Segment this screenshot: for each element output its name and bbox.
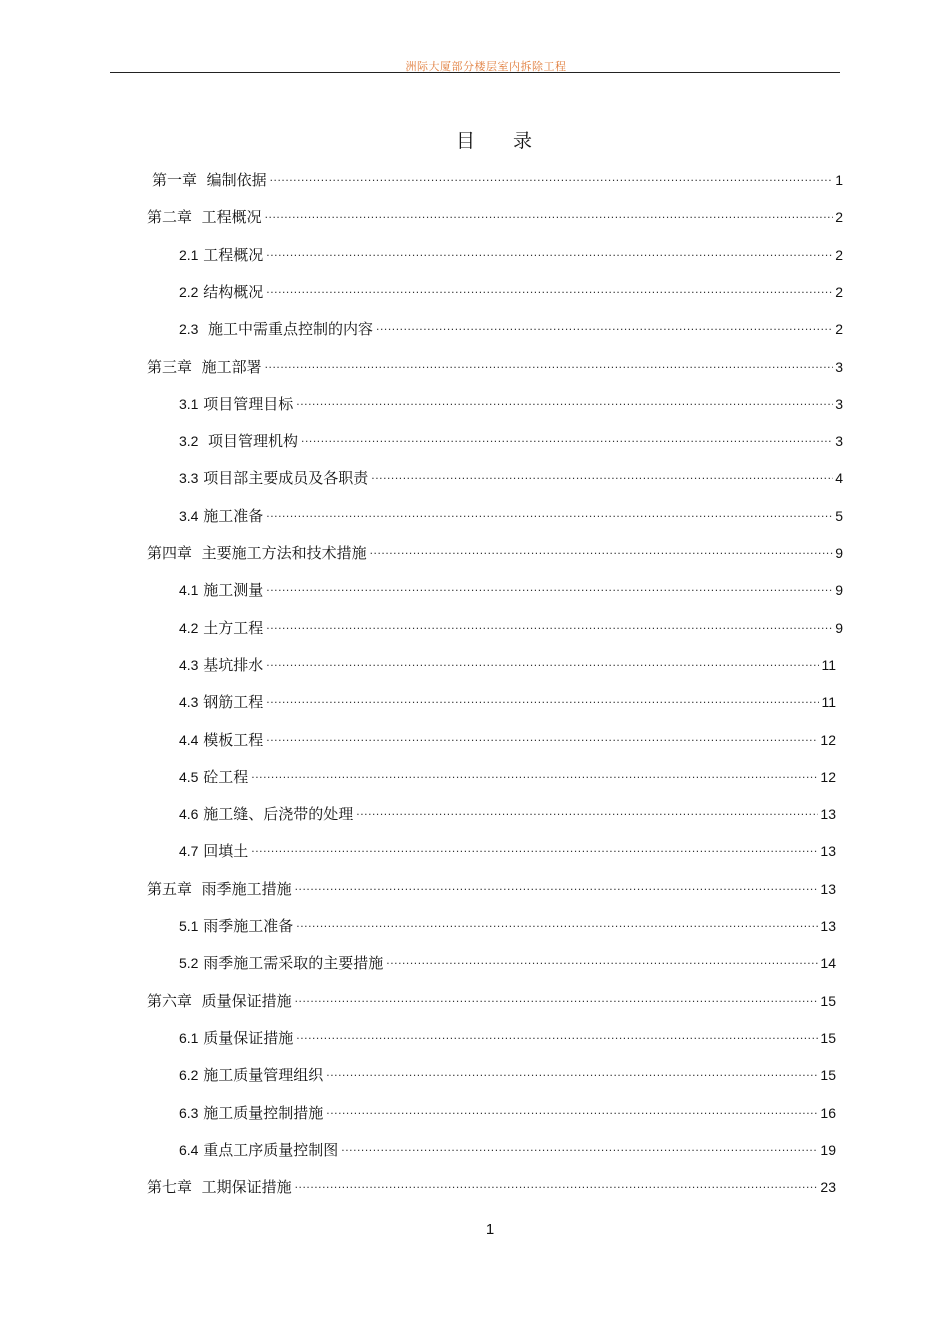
toc-entry-number: 4.6 (179, 806, 199, 823)
toc-entry-page: 13 (820, 880, 836, 897)
toc-section-entry[interactable] (179, 280, 843, 302)
toc-entry-number: 5.2 (179, 955, 199, 972)
toc-title-left: 目 (455, 130, 477, 152)
toc-dot-leader (266, 242, 833, 262)
toc-entry-page: 19 (820, 1141, 836, 1158)
toc-entry-number: 6.3 (179, 1104, 199, 1121)
toc-entry-label (147, 357, 262, 377)
toc-chapter-entry[interactable] (147, 1175, 836, 1197)
toc-entry-title: 重点工序质量控制图 (203, 1140, 339, 1159)
toc-entry-number: 4.5 (179, 768, 199, 785)
toc-chapter-entry[interactable] (147, 877, 836, 899)
toc-dot-leader (295, 876, 819, 896)
toc-dot-leader (326, 1100, 818, 1120)
toc-entry-page: 15 (820, 992, 836, 1009)
toc-entry-title: 施工测量 (203, 581, 264, 600)
toc-section-entry[interactable] (179, 392, 843, 414)
toc-entry-page: 12 (820, 731, 836, 748)
toc-entry-label (179, 692, 263, 712)
toc-entry-title: 模板工程 (203, 730, 264, 749)
toc-entry-label (179, 282, 263, 302)
toc-section-entry[interactable] (179, 653, 836, 675)
toc-dot-leader (266, 503, 833, 523)
toc-entry-number: 2.1 (179, 246, 199, 263)
toc-entry-page: 13 (820, 918, 836, 934)
toc-entry-number: 第四章 (147, 544, 193, 562)
toc-entry-page: 9 (835, 545, 843, 561)
toc-entry-page: 9 (835, 582, 843, 599)
toc-dot-leader (301, 428, 833, 448)
toc-entry-number: 第五章 (147, 879, 193, 898)
toc-dot-leader (270, 167, 834, 187)
toc-entry-title: 钢筋工程 (203, 693, 264, 712)
toc-entry-number: 3.3 (179, 470, 199, 487)
toc-entry-title: 基坑排水 (203, 655, 264, 674)
toc-section-entry[interactable] (179, 802, 836, 824)
toc-entry-number: 4.7 (179, 843, 199, 860)
toc-dot-leader (251, 764, 818, 784)
toc-entry-title: 施工部署 (201, 357, 262, 376)
toc-entry-label (147, 1177, 292, 1197)
toc-entry-title: 砼工程 (203, 767, 249, 786)
toc-entry-page: 1 (835, 172, 843, 188)
toc-entry-page: 4 (835, 470, 843, 487)
toc-entry-page: 12 (820, 768, 836, 785)
toc-entry-number: 6.1 (179, 1029, 199, 1046)
toc-entry-page: 14 (820, 955, 836, 972)
toc-entry-label (147, 207, 262, 227)
toc-entry-title: 雨季施工措施 (201, 879, 292, 898)
toc-entry-page: 15 (820, 1029, 836, 1046)
header-rule (110, 72, 840, 73)
toc-entry-title: 回填土 (203, 842, 249, 861)
toc-section-entry[interactable] (179, 1101, 836, 1123)
toc-entry-page: 2 (835, 283, 843, 300)
toc-dot-leader (265, 204, 834, 224)
toc-dot-leader (341, 1137, 818, 1157)
toc-entry-page: 13 (820, 806, 836, 823)
toc-entry-label (179, 431, 298, 451)
toc-entry-label (179, 1140, 338, 1160)
toc-section-entry[interactable] (179, 1026, 836, 1048)
toc-entry-page: 5 (835, 507, 843, 524)
toc-entry-page: 15 (820, 1067, 836, 1084)
toc-entry-number: 4.4 (179, 731, 199, 748)
toc-entry-label (179, 580, 263, 600)
toc-chapter-entry[interactable] (147, 205, 843, 227)
toc-entry-label (179, 916, 293, 936)
toc-entry-number: 4.1 (179, 582, 199, 599)
toc-entry-title: 工期保证措施 (201, 1178, 292, 1197)
page-number: 1 (485, 1221, 495, 1238)
toc-section-entry[interactable] (179, 914, 836, 936)
toc-entry-label (179, 1065, 323, 1085)
toc-dot-leader (295, 1174, 819, 1194)
toc-entry-number: 3.4 (179, 507, 199, 524)
toc-dot-leader (370, 540, 834, 560)
toc-entry-page: 13 (820, 843, 836, 860)
toc-section-entry[interactable] (179, 243, 843, 265)
toc-section-entry[interactable] (179, 466, 843, 488)
toc-entry-label (179, 468, 368, 488)
toc-chapter-entry[interactable] (152, 168, 843, 190)
toc-entry-label (179, 245, 263, 265)
toc-title-right: 录 (513, 130, 535, 152)
toc-dot-leader (265, 354, 834, 374)
toc-entry-page: 11 (821, 694, 836, 711)
toc-dot-leader (266, 615, 833, 635)
toc-section-entry[interactable] (179, 839, 836, 861)
toc-chapter-entry[interactable] (147, 541, 843, 563)
toc-entry-label (179, 804, 353, 824)
toc-entry-page: 23 (820, 1179, 836, 1196)
toc-entry-number: 2.3 (179, 321, 199, 338)
toc-entry-label (147, 543, 367, 563)
toc-section-entry[interactable] (179, 504, 843, 526)
toc-entry-label (152, 170, 267, 190)
toc-entry-label (179, 655, 263, 675)
toc-entry-label (179, 730, 263, 750)
toc-entry-title: 结构概况 (203, 282, 264, 301)
toc-entry-page: 9 (835, 619, 843, 636)
toc-entry-title: 项目部主要成员及各职责 (203, 469, 369, 488)
toc-entry-title: 雨季施工需采取的主要措施 (203, 954, 384, 973)
toc-entry-title: 质量保证措施 (203, 1028, 294, 1047)
toc-dot-leader (356, 801, 818, 821)
toc-section-entry[interactable] (179, 616, 843, 638)
toc-dot-leader (376, 316, 833, 336)
toc-entry-page: 3 (835, 433, 843, 450)
toc-entry-number: 4.3 (179, 656, 199, 673)
toc-entry-number: 第一章 (152, 171, 198, 189)
toc-entry-title: 土方工程 (203, 618, 264, 637)
toc-entry-number: 第七章 (147, 1178, 193, 1197)
toc-section-entry[interactable] (179, 690, 836, 712)
toc-entry-title: 雨季施工准备 (203, 917, 294, 935)
toc-dot-leader (295, 988, 819, 1008)
toc-entry-title: 施工准备 (203, 506, 264, 525)
toc-dot-leader (296, 391, 833, 411)
toc-dot-leader (266, 577, 833, 597)
toc-entry-title: 编制依据 (206, 171, 267, 189)
toc-entry-title: 施工质量管理组织 (203, 1066, 324, 1085)
toc-entry-number: 第六章 (147, 991, 193, 1010)
toc-dot-leader (266, 652, 819, 672)
toc-entry-title: 项目管理目标 (203, 394, 294, 413)
toc-entry-title: 工程概况 (201, 208, 262, 227)
toc-entry-page: 2 (835, 246, 843, 263)
toc-entry-label (179, 841, 248, 861)
toc-entry-title: 施工缝、后浇带的处理 (203, 805, 354, 824)
toc-entry-label (179, 1103, 323, 1123)
toc-entry-title: 施工中需重点控制的内容 (208, 320, 374, 339)
toc-entry-number: 6.4 (179, 1141, 199, 1158)
toc-section-entry[interactable] (179, 728, 836, 750)
toc-entry-label (179, 506, 263, 526)
toc-section-entry[interactable] (179, 1063, 836, 1085)
toc-entry-title: 质量保证措施 (201, 991, 292, 1010)
toc-section-entry[interactable] (179, 317, 843, 339)
toc-entry-label (179, 618, 263, 638)
toc-dot-leader (251, 838, 818, 858)
toc-entry-number: 3.1 (179, 395, 199, 412)
toc-entry-label (147, 991, 292, 1011)
toc-entry-label (147, 879, 292, 899)
toc-entry-label (179, 953, 383, 973)
toc-entry-number: 第二章 (147, 208, 193, 227)
toc-dot-leader (386, 950, 818, 970)
toc-section-entry[interactable] (179, 578, 843, 600)
toc-entry-label (179, 1028, 293, 1048)
toc-section-entry[interactable] (179, 765, 836, 787)
toc-section-entry[interactable] (179, 951, 836, 973)
toc-entry-page: 3 (835, 395, 843, 412)
toc-entry-label (179, 767, 248, 787)
toc-chapter-entry[interactable] (147, 989, 836, 1011)
toc-entry-page: 2 (835, 321, 843, 338)
toc-entry-title: 施工质量控制措施 (203, 1103, 324, 1122)
toc-chapter-entry[interactable] (147, 355, 843, 377)
toc-entry-page: 3 (835, 358, 843, 375)
toc-entry-label (179, 319, 373, 339)
toc-dot-leader (296, 1025, 818, 1045)
toc-entry-title: 工程概况 (203, 245, 264, 264)
toc-entry-title: 主要施工方法和技术措施 (201, 544, 367, 562)
toc-title (0, 126, 950, 153)
toc-entry-number: 2.2 (179, 283, 199, 300)
toc-entry-number: 第三章 (147, 357, 193, 376)
toc-entry-number: 5.1 (179, 918, 199, 934)
toc-entry-title: 项目管理机构 (208, 432, 299, 451)
toc-entry-number: 3.2 (179, 433, 199, 450)
header-title: 洲际大厦部分楼层室内拆除工程 (405, 60, 567, 73)
toc-dot-leader (296, 913, 818, 933)
toc-dot-leader (266, 279, 833, 299)
toc-section-entry[interactable] (179, 1138, 836, 1160)
toc-dot-leader (266, 689, 819, 709)
toc-entry-page: 16 (820, 1104, 836, 1121)
toc-dot-leader (326, 1062, 818, 1082)
toc-entry-label (179, 394, 293, 414)
toc-dot-leader (266, 727, 818, 747)
toc-entry-page: 2 (835, 209, 843, 226)
toc-entry-number: 4.2 (179, 619, 199, 636)
toc-dot-leader (371, 465, 833, 485)
toc-entry-page: 11 (821, 656, 836, 673)
toc-section-entry[interactable] (179, 429, 843, 451)
toc-entry-number: 6.2 (179, 1067, 199, 1084)
toc-entry-number: 4.3 (179, 694, 199, 711)
